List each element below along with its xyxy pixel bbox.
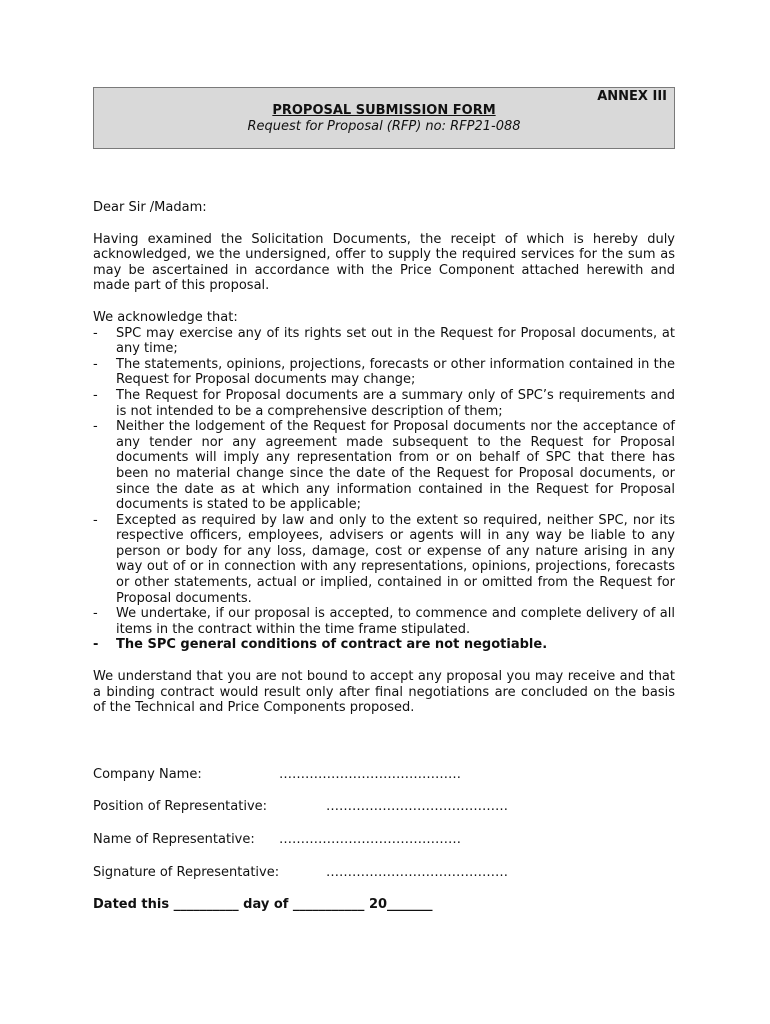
list-item — [93, 388, 675, 419]
company-name-row — [93, 767, 461, 782]
signature-field[interactable]: …………………………………… — [326, 865, 508, 880]
list-item — [93, 326, 675, 357]
list-item-text: The SPC general conditions of contract are not negotiable. — [116, 637, 548, 653]
list-item-text: Neither the lodgement of the Request for Proposal documents nor the acceptance of any tender nor any agreement made subsequent to the Request for Proposal documents will imply any representation from or on behalf of SPC that there has been no material change since the date of the Request for Proposal documents, or since the date as at which any information contained in the Request for Proposal documents is stated to be applicable; — [116, 419, 675, 513]
dash-bullet: - — [93, 356, 98, 372]
header-box — [93, 87, 675, 149]
list-item-text: The statements, opinions, projections, forecasts or other information contained in the Request for Proposal documents may change; — [116, 356, 675, 388]
list-item — [93, 357, 675, 388]
company-name-label: Company Name: — [93, 767, 202, 782]
salutation: Dear Sir /Madam: — [93, 200, 207, 215]
form-title: PROPOSAL SUBMISSION FORM — [272, 103, 496, 118]
rfp-number: Request for Proposal (RFP) no: RFP21-088 — [247, 119, 521, 134]
signature-label: Signature of Representative: — [93, 865, 280, 880]
dash-bullet: - — [93, 606, 98, 622]
list-item-text: We undertake, if our proposal is accepted, to commence and complete delivery of all items in the contract within the time frame stipulated. — [116, 606, 675, 637]
dash-bullet: - — [93, 387, 98, 403]
representative-name-label: Name of Representative: — [93, 832, 255, 847]
letter-body — [93, 200, 675, 716]
list-item — [93, 637, 675, 653]
list-item-text: The Request for Proposal documents are a summary only of SPC’s requirements and is not intended to be a comprehensive description of them; — [116, 387, 675, 419]
position-field[interactable]: …………………………………… — [326, 799, 508, 814]
list-item — [93, 419, 675, 513]
representative-name-row — [93, 832, 461, 847]
intro-paragraph: Having examined the Solicitation Documents, the receipt of which is hereby duly acknowledged, we the undersigned, offer to supply the required services for the sum as may be ascertained in accordance with the Price Component attached herewith and made part of this proposal. — [93, 231, 675, 294]
list-item — [93, 513, 675, 607]
dash-bullet: - — [93, 325, 98, 341]
dash-bullet: - — [93, 512, 98, 528]
list-item-text: SPC may exercise any of its rights set out in the Request for Proposal documents, at any time; — [116, 325, 675, 357]
list-item — [93, 606, 675, 637]
position-label: Position of Representative: — [93, 799, 268, 814]
closing-paragraph: We understand that you are not bound to accept any proposal you may receive and that a binding contract would result only after final negotiations are concluded on the basis of the Technical and Price Components proposed. — [93, 669, 675, 716]
position-row — [93, 799, 508, 814]
acknowledge-heading: We acknowledge that: — [93, 309, 238, 325]
dated-line[interactable]: Dated this __________ day of ___________ 20_______ — [93, 897, 433, 912]
list-item-text: Excepted as required by law and only to the extent so required, neither SPC, nor its respective officers, employees, advisers or agents will in any way be liable to any person or body for any loss, damage, cost or expense of any nature arising in any way out of or in connection with any representations, opinions, projections, forecasts or other statements, actual or implied, contained in or omitted from the Request for Proposal documents. — [116, 512, 675, 606]
dash-bullet: - — [93, 637, 99, 653]
dash-bullet: - — [93, 419, 98, 435]
representative-name-field[interactable]: …………………………………… — [279, 832, 461, 847]
acknowledgement-list — [93, 326, 675, 653]
annex-label: ANNEX III — [597, 89, 667, 104]
signature-row — [93, 865, 508, 880]
company-name-field[interactable]: …………………………………… — [279, 767, 461, 782]
